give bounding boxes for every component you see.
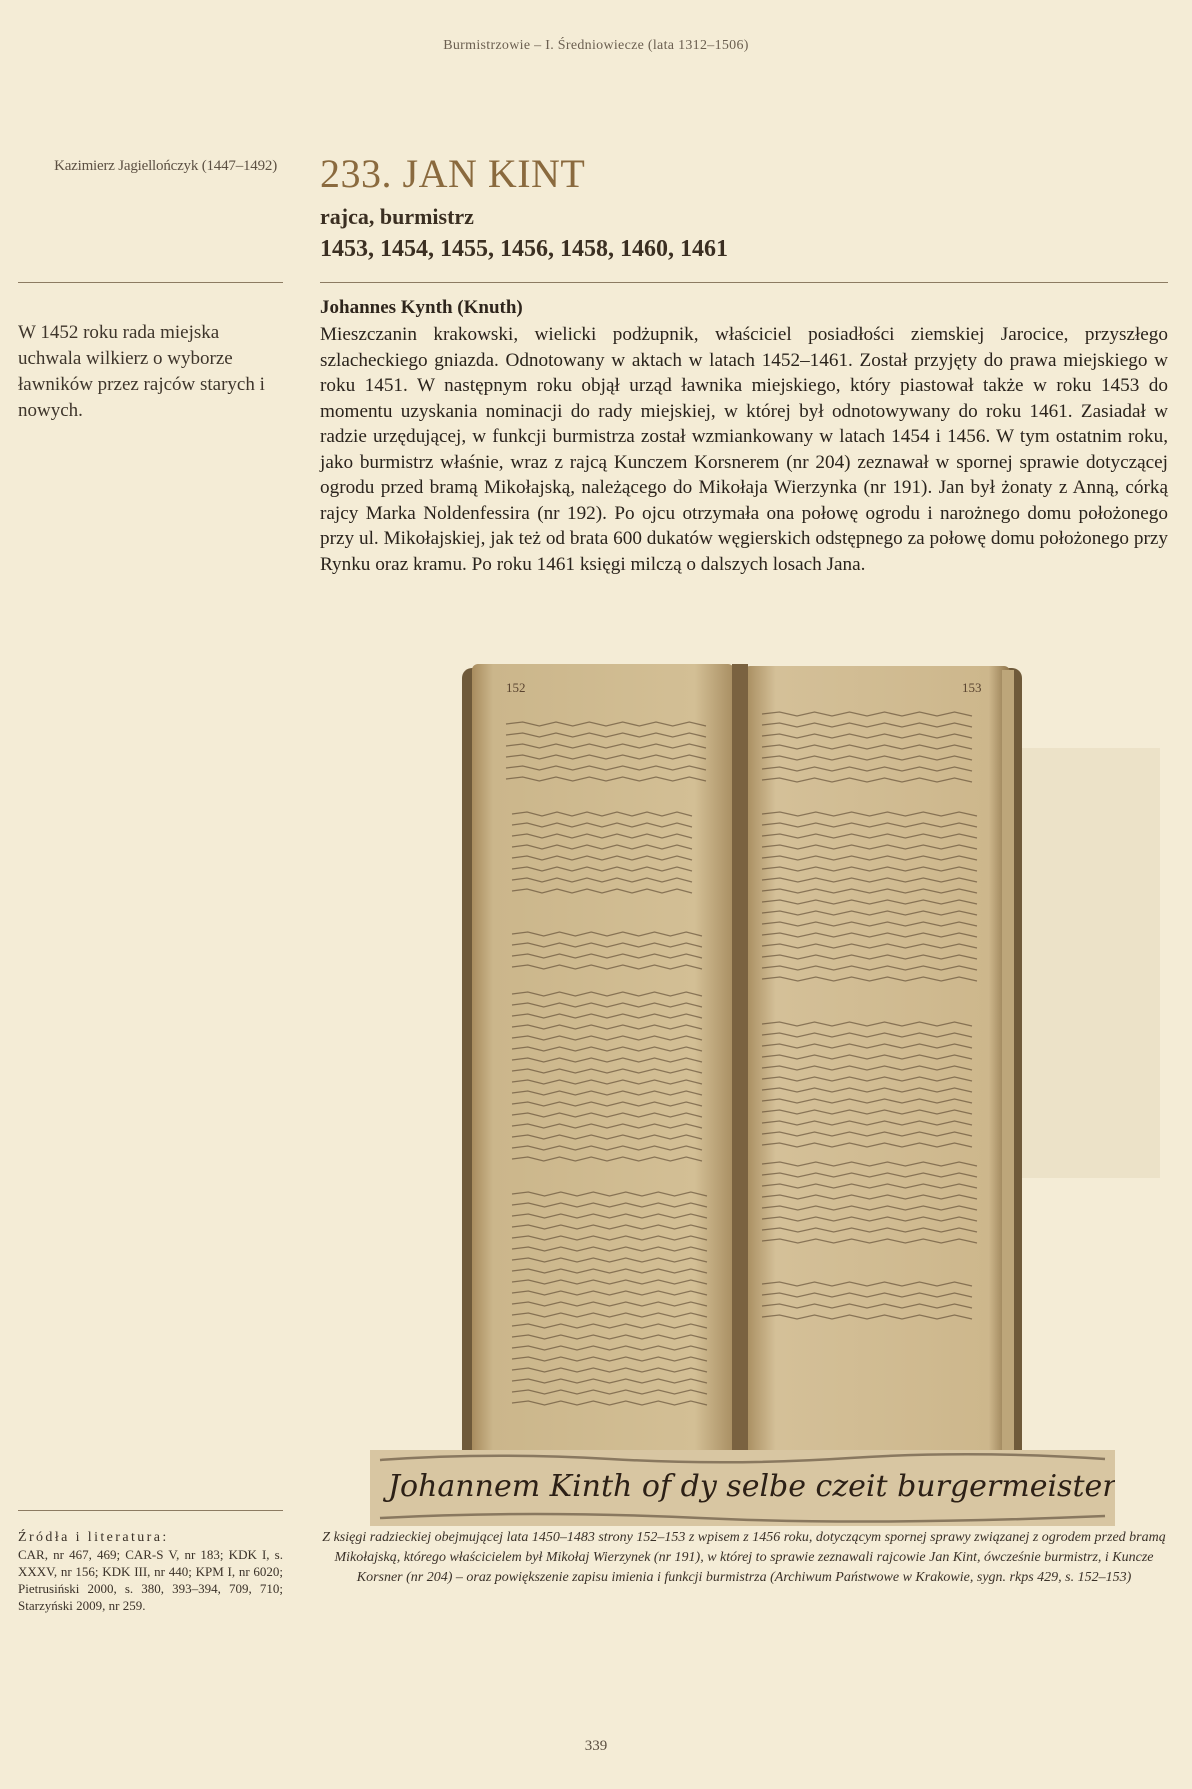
detail-script xyxy=(370,1450,1115,1526)
bleed-through-panel xyxy=(1000,748,1160,1178)
book-gutter xyxy=(732,664,748,1494)
sources-divider xyxy=(18,1510,283,1511)
page-edges xyxy=(1002,670,1014,1488)
detail-transcribed-line: Johannem Kinth of dy selbe czeit burgermeister xyxy=(388,1469,1115,1504)
reign-label: Kazimierz Jagiellończyk (1447–1492) xyxy=(54,158,277,174)
entry-title: 233. JAN KINT xyxy=(320,151,586,196)
entry-years: 1453, 1454, 1455, 1456, 1458, 1460, 1461 xyxy=(320,236,728,262)
page-number: 339 xyxy=(584,1738,608,1754)
sources-text: CAR, nr 467, 469; CAR-S V, nr 183; KDK I, s. XXXV, nr 156; KDK III, nr 440; KPM I, nr 6020; Pietrusiński 2000, s. 380, 393–394, 709, 710; Starzyński 2009, nr 259. xyxy=(18,1547,283,1613)
right-page xyxy=(744,666,1010,1488)
manuscript-detail xyxy=(370,1450,1115,1526)
entry-biography: Mieszczanin krakowski, wielicki podżupnik, właściciel posiadłości ziemskiej Jarocice, przyszłego szlacheckiego gniazda. Odnotowany w aktach w latach 1452–1461. Został przyjęty do prawa miejskiego w roku 1451. W następnym roku objął urząd ławnika miejskiego, który piastował także w roku 1453 do momentu uzyskania nominacji do rady miejskiej, w której był odnotowywany do roku 1461. Zasiadał w radzie urzędującej, w funkcji burmistrza został wzmiankowany w latach 1454 i 1456. W tym ostatnim roku, jako burmistrz właśnie, wraz z rajcą Kunczem Korsnerem (nr 204) zeznawał w spornej sprawie dotyczącej ogrodu przed bramą Mikołajską, należącego do Mikołaja Wierzynka (nr 191). Jan był żonaty z Anną, córką rajcy Marka Noldenfessira (nr 192). Po ojcu otrzymała ona połowę ogrodu i narożnego domu położonego przy ul. Mikołajskiej, jak też od brata 600 dukatów węgierskich odstępnego za połowę domu położonego przy Rynku oraz kramu. Po roku 1461 księgi milczą o dalszych losach Jana. xyxy=(320,324,1168,575)
folio-number-left: 152 xyxy=(506,680,526,695)
sidebar-note: W 1452 roku rada miejska uchwala wilkierz o wyborze ławników przez rajców starych i nowych. xyxy=(18,322,265,421)
entry-roles: rajca, burmistrz xyxy=(320,204,474,229)
bleed-through-shadow xyxy=(600,152,611,200)
sidebar xyxy=(18,158,283,175)
running-header: Burmistrzowie – I. Średniowiecze (lata 1312–1506) xyxy=(443,38,749,53)
sources-block xyxy=(18,1528,283,1614)
sources-title: Źródła i literatura: xyxy=(18,1530,169,1545)
figure-caption: Z księgi radzieckiej obejmującej lata 1450–1483 strony 152–153 z wpisem z 1456 roku, dotyczącym spornej sprawy związanej z ogrodem przed bramą Mikołajską, którego właścicielem był Mikołaj Wierzynek (nr 191), w której to sprawie zeznawali rajcowie Jan Kint, ówcześnie burmistrz, i Kuncze Korsner (nr 204) – oraz powiększenie zapisu imienia i funkcji burmistrza (Archiwum Państwowe w Krakowie, sygn. rkps 429, s. 152–153) xyxy=(322,1530,1166,1585)
left-page xyxy=(472,664,734,1486)
folio-number-right: 153 xyxy=(962,680,982,695)
manuscript-photo xyxy=(462,664,1022,1504)
sidebar-divider xyxy=(18,282,283,283)
main-divider xyxy=(320,282,1168,283)
entry-names: Johannes Kynth (Knuth) xyxy=(320,297,523,318)
